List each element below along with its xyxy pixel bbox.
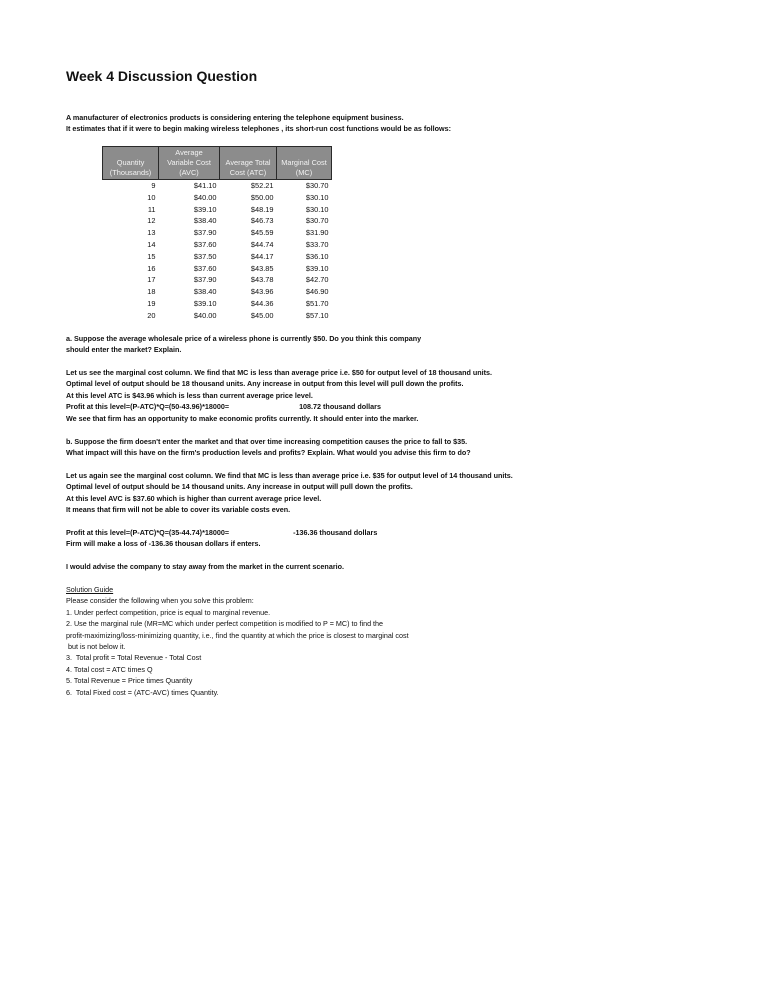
table-row [103,239,332,251]
cell-mc: $30.70 [305,181,329,190]
cell-mc: $46.90 [305,287,329,297]
intro-text [66,112,451,134]
cell-avc: $40.00 [193,310,217,320]
cell-atc: $45.00 [250,310,274,320]
solution-guide-heading: Solution Guide [66,585,114,594]
answer-line: Let us see the marginal cost column. We find that MC is less than average price i.e. $50 for output level of 18 thousand units. [66,368,493,377]
answer-line: At this level ATC is $43.96 which is less than current average price level. [66,390,313,400]
cell-quantity: 13 [147,228,156,238]
answer-line: Optimal level of output should be 14 thousand units. Any increase in output will pull down the profits. [66,482,413,492]
cell-atc: $43.96 [250,287,274,297]
cell-mc: $51.70 [305,298,329,308]
cell-avc: $38.40 [193,216,217,226]
table-row [103,274,332,286]
profit-value: 108.72 thousand dollars [299,402,381,412]
header-line: (Thousands) [109,168,152,177]
answer-a [66,367,492,424]
answer-line: At this level AVC is $37.60 which is higher than current average price level. [66,493,322,503]
header-line: Variable Cost [167,158,211,167]
cell-quantity: 11 [147,204,156,214]
cell-quantity: 12 [147,216,156,226]
answer-line: Optimal level of output should be 18 thousand units. Any increase in output from this level will pull down the profits. [66,379,464,389]
answer-b [66,470,513,516]
cell-avc: $37.60 [193,239,217,249]
table-row [103,192,332,204]
cell-avc: $37.50 [193,251,217,261]
answer-line: Firm will make a loss of -136.36 thousan dollars if enters. [66,539,261,549]
profit-label: Profit at this level=(P-ATC)*Q=(50-43.96)*18000= [66,402,230,412]
table-header-row [103,147,332,180]
header-atc [220,147,277,180]
cell-quantity: 17 [147,275,156,285]
answer-line: We see that firm has an opportunity to make economic profits currently. It should enter into the marker. [66,413,419,423]
guide-line: Please consider the following when you solve this problem: [66,596,254,606]
guide-line: 6. Total Fixed cost = (ATC-AVC) times Quantity. [66,687,219,697]
guide-line: 5. Total Revenue = Price times Quantity [66,676,193,686]
cell-avc: $37.90 [193,228,217,238]
cell-mc: $30.70 [305,216,329,226]
cell-mc: $36.10 [305,251,329,261]
cell-avc: $37.60 [193,263,217,273]
cell-mc: $33.70 [305,239,329,249]
cell-quantity: 19 [147,298,156,308]
question-a [66,333,421,356]
cell-atc: $46.73 [250,216,274,226]
intro-line: A manufacturer of electronics products is considering entering the telephone equipment business. [66,113,404,122]
advice [66,561,344,572]
cell-quantity: 18 [147,287,156,297]
solution-guide [66,584,409,698]
cell-avc: $39.10 [193,298,217,308]
header-mc [277,147,332,180]
cell-avc: $37.90 [193,275,217,285]
table-row [103,286,332,298]
intro-line: It estimates that if it were to begin making wireless telephones , its short-run cost functions would be as follows: [66,124,451,133]
table-row [103,263,332,275]
cell-mc: $39.10 [305,263,329,273]
header-line: (AVC) [179,168,199,177]
cell-mc: $57.10 [305,310,329,320]
cell-quantity: 14 [147,239,156,249]
header-line: Average Total [225,158,271,167]
header-line: Cost (ATC) [229,168,267,177]
table-row [103,180,332,192]
cell-avc: $38.40 [193,287,217,297]
table-row [103,298,332,310]
page-title: Week 4 Discussion Question [66,68,258,84]
table-row [103,215,332,227]
cell-atc: $45.59 [250,228,274,238]
header-line: Marginal Cost [281,158,327,167]
header-quantity [103,147,159,180]
cell-atc: $44.36 [250,298,274,308]
answer-line: It means that firm will not be able to cover its variable costs even. [66,505,291,515]
header-line: Average [175,148,203,157]
answer-line: Let us again see the marginal cost column. We find that MC is less than average price i.e. $35 for output level of 14 thousand units. [66,471,513,480]
header-avc [159,147,220,180]
profit-value: -136.36 thousand dollars [293,528,378,537]
header-line: (MC) [295,168,313,177]
cell-atc: $44.17 [250,251,274,261]
cell-mc: $30.10 [305,204,329,214]
cell-mc: $30.10 [305,192,329,202]
guide-line: 2. Use the marginal rule (MR=MC which under perfect competition is modified to P = MC) to find the [66,619,384,629]
advice-line: I would advise the company to stay away from the market in the current scenario. [66,562,344,571]
table-row [103,204,332,216]
cell-quantity: 9 [151,181,156,190]
cell-quantity: 20 [147,310,156,320]
profit-line-a [66,401,492,412]
cell-atc: $43.85 [250,263,274,273]
profit-b-block [66,527,377,550]
cell-quantity: 10 [147,192,156,202]
cell-mc: $42.70 [305,275,329,285]
cell-avc: $39.10 [193,204,217,214]
cell-atc: $52.21 [250,181,274,190]
cell-avc: $40.00 [193,192,217,202]
question-line: b. Suppose the firm doesn't enter the market and that over time increasing competition causes the price to fall to $35. [66,437,468,446]
table-row [103,227,332,239]
cell-quantity: 16 [147,263,156,273]
question-line: a. Suppose the average wholesale price of a wireless phone is currently $50. Do you think this company [66,334,422,343]
guide-line: 3. Total profit = Total Revenue - Total Cost [66,653,202,663]
table-body [103,180,332,322]
cell-mc: $31.90 [305,228,329,238]
cell-atc: $50.00 [250,192,274,202]
guide-line: 4. Total cost = ATC times Q [66,664,153,674]
cost-table [102,146,332,322]
header-line: Quantity [116,158,145,167]
table-row [103,310,332,322]
cell-avc: $41.10 [193,181,217,190]
cell-atc: $44.74 [250,239,274,249]
profit-line-b [66,527,377,538]
question-b [66,436,471,459]
guide-line: but is not below it. [66,642,126,652]
question-line: What impact will this have on the firm's production levels and profits? Explain. What would you advise this firm to do? [66,448,471,458]
profit-label: Profit at this level=(P-ATC)*Q=(35-44.74)*18000= [66,528,230,537]
guide-line: profit-maximizing/loss-minimizing quantity, i.e., find the quantity at which the price is closest to marginal cost [66,630,409,640]
question-line: should enter the market? Explain. [66,345,182,355]
table-row [103,251,332,263]
guide-line: 1. Under perfect competition, price is equal to marginal revenue. [66,607,271,617]
cell-quantity: 15 [147,251,156,261]
cell-atc: $43.78 [250,275,274,285]
cell-atc: $48.19 [250,204,274,214]
